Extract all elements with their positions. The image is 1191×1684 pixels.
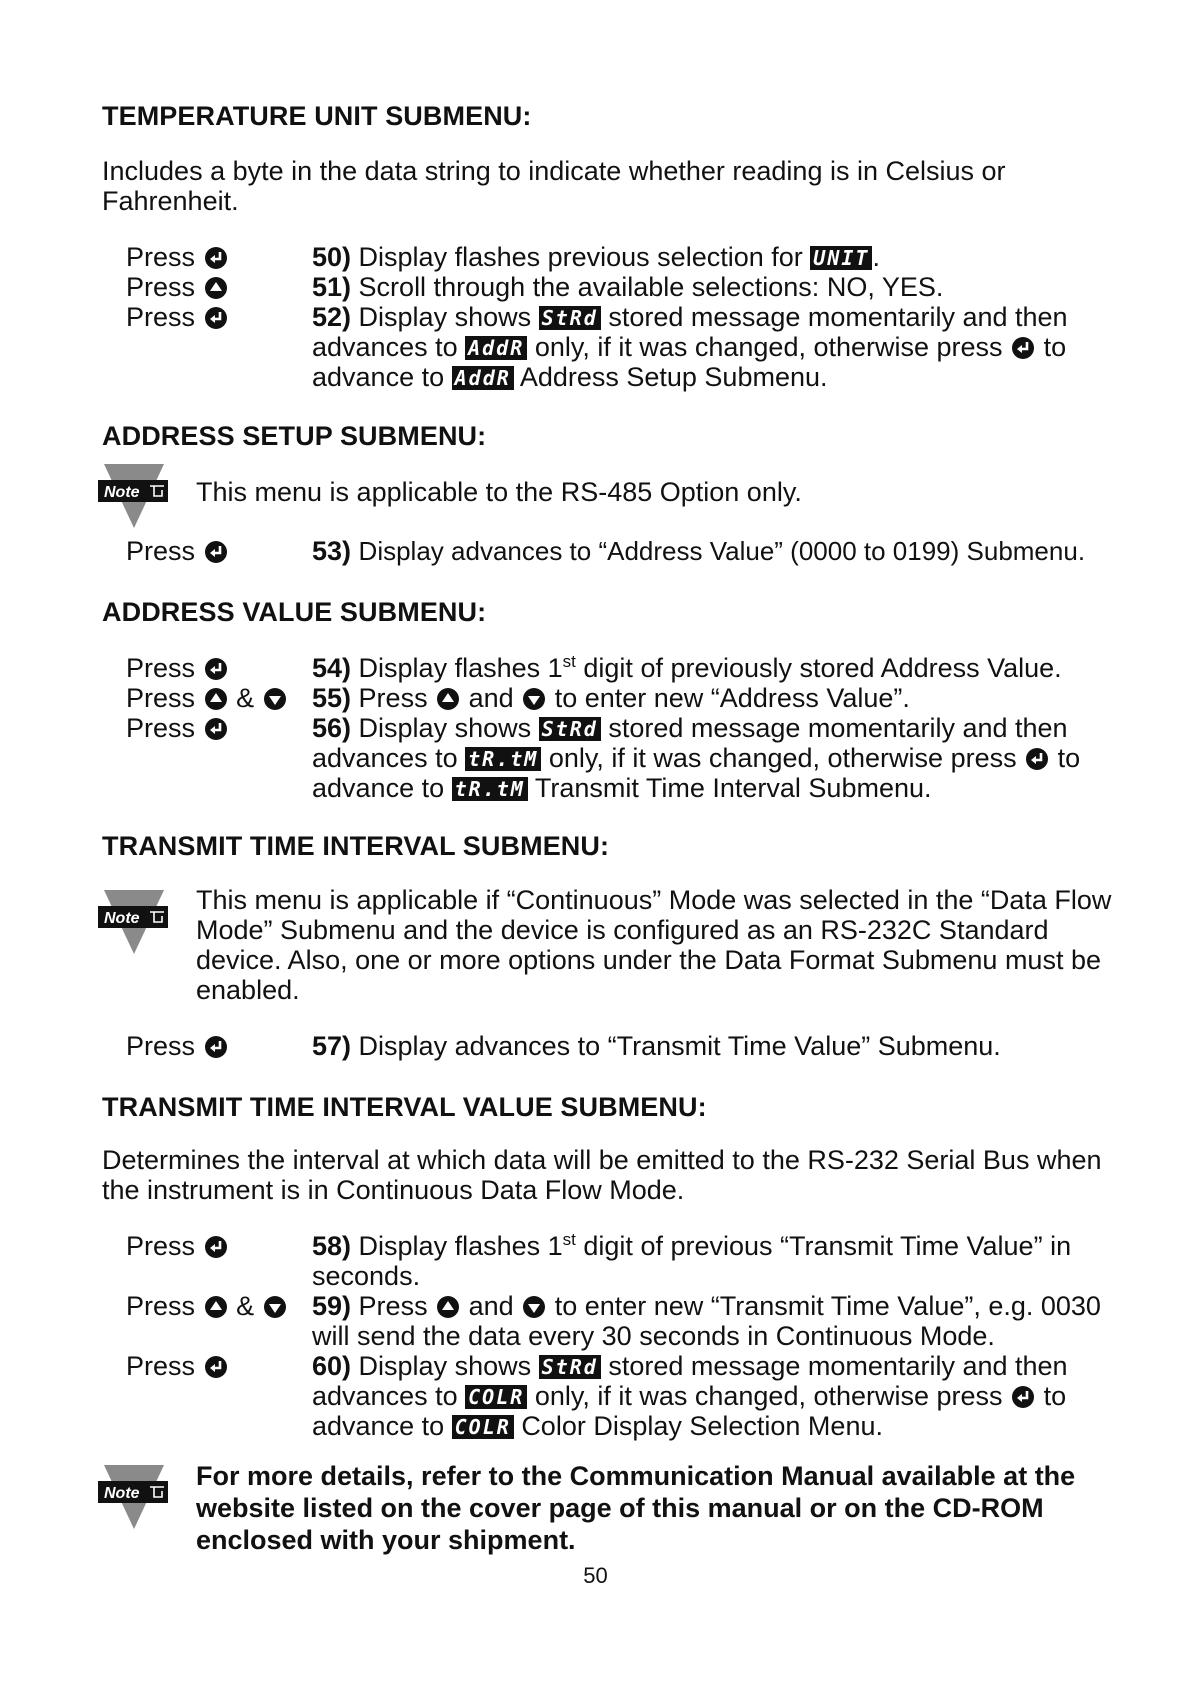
temperature-unit-intro: Includes a byte in the data string to indicate whether reading is in Celsius or Fahrenheit. xyxy=(102,156,1006,216)
svg-text:Note: Note xyxy=(104,910,140,927)
step-text: advance to xyxy=(312,773,445,803)
step-text: only, if it was changed, otherwise press xyxy=(548,743,1017,773)
step-text: stored message momentarily and then xyxy=(608,713,1068,743)
step-number: 57) xyxy=(312,1031,352,1061)
heading-transmit-time-interval: TRANSMIT TIME INTERVAL SUBMENU: xyxy=(102,831,610,861)
press-label: Press xyxy=(126,1351,196,1381)
press-label: Press xyxy=(126,1031,196,1061)
down-button-icon xyxy=(264,1296,286,1318)
step-text: to xyxy=(1043,1381,1067,1411)
step-text: Press xyxy=(358,1291,428,1321)
enter-button-icon xyxy=(205,1236,227,1258)
step-text: Transmit Time Interval Submenu. xyxy=(534,773,932,803)
step-text: Color Display Selection Menu. xyxy=(521,1411,883,1441)
step-text: only, if it was changed, otherwise press xyxy=(534,332,1003,362)
up-button-icon xyxy=(205,688,227,710)
step-number: 51) xyxy=(312,272,352,302)
step-text: to enter new “Transmit Time Value”, e.g. 0030 will send the data every 30 seconds in Continuous Mode. xyxy=(312,1291,1101,1351)
press-label: Press xyxy=(126,1231,196,1261)
enter-button-icon xyxy=(205,247,227,269)
enter-button-icon xyxy=(1012,337,1034,359)
up-button-icon xyxy=(205,277,227,299)
step-text: digit of previously stored Address Value. xyxy=(583,653,1062,683)
enter-button-icon xyxy=(205,718,227,740)
press-label: Press xyxy=(126,272,196,302)
step-number: 59) xyxy=(312,1291,352,1321)
down-button-icon xyxy=(523,688,545,710)
step-text: Scroll through the available selections: NO, YES. xyxy=(358,272,944,302)
step-text: Press xyxy=(358,683,428,713)
press-label: Press xyxy=(126,653,196,683)
note-icon xyxy=(98,1463,170,1531)
ampersand: & xyxy=(236,1291,255,1321)
lcd-trtm: tR.tM xyxy=(465,747,541,771)
step-text: advances to xyxy=(312,1381,458,1411)
step-text: advances to xyxy=(312,743,458,773)
step-text: to xyxy=(1043,332,1067,362)
press-label: Press xyxy=(126,1291,196,1321)
enter-button-icon xyxy=(205,541,227,563)
step-text: Display flashes 1 xyxy=(358,1231,563,1261)
page-number: 50 xyxy=(583,1563,608,1588)
transmit-value-intro: Determines the interval at which data will be emitted to the RS-232 Serial Bus when the instrument is in Continuous Data Flow Mode. xyxy=(102,1145,1102,1205)
step-number: 60) xyxy=(312,1351,352,1381)
down-button-icon xyxy=(264,688,286,710)
note-text: This menu is applicable if “Continuous” Mode was selected in the “Data Flow Mode” Submenu and the device is configured as an RS-232C Standard device. Also, one or more options under the Data Format Submenu must be enabled. xyxy=(196,885,1112,1005)
step-text: to enter new “Address Value”. xyxy=(554,683,910,713)
step-number: 54) xyxy=(312,653,352,683)
lcd-addr: AddR xyxy=(452,366,514,390)
lcd-strd: StRd xyxy=(539,1355,601,1379)
step-text: Address Setup Submenu. xyxy=(519,362,828,392)
superscript: st xyxy=(562,652,576,671)
step-text: advance to xyxy=(312,362,445,392)
lcd-unit: UNIT xyxy=(810,246,872,270)
note-text: This menu is applicable to the RS-485 Option only. xyxy=(196,477,802,507)
step-number: 58) xyxy=(312,1231,352,1261)
lcd-strd: StRd xyxy=(539,306,601,330)
press-label: Press xyxy=(126,302,196,332)
note-icon xyxy=(98,888,170,956)
enter-button-icon xyxy=(1026,748,1048,770)
step-text: to xyxy=(1057,743,1081,773)
note-icon xyxy=(98,462,170,530)
enter-button-icon xyxy=(205,658,227,680)
step-text: advance to xyxy=(312,1411,445,1441)
step-text: and xyxy=(468,1291,514,1321)
ampersand: & xyxy=(236,683,255,713)
step-number: 55) xyxy=(312,683,352,713)
svg-text:Note: Note xyxy=(104,1485,140,1502)
step-text: only, if it was changed, otherwise press xyxy=(534,1381,1003,1411)
step-text: advances to xyxy=(312,332,458,362)
up-button-icon xyxy=(205,1296,227,1318)
superscript: st xyxy=(562,1230,576,1249)
lcd-colr: COLR xyxy=(452,1415,514,1439)
step-text: Display shows xyxy=(358,1351,532,1381)
enter-button-icon xyxy=(205,1356,227,1378)
enter-button-icon xyxy=(1012,1386,1034,1408)
step-text: stored message momentarily and then xyxy=(608,302,1068,332)
note-text: For more details, refer to the Communication Manual available at the website listed on the cover page of this manual or on the CD-ROM enclosed with your shipment. xyxy=(196,1461,1076,1555)
step-number: 52) xyxy=(312,302,352,332)
step-text: Display flashes 1 xyxy=(358,653,563,683)
svg-text:Note: Note xyxy=(104,484,140,501)
period: . xyxy=(872,242,880,272)
press-label: Press xyxy=(126,536,196,566)
step-number: 56) xyxy=(312,713,352,743)
step-text: Display shows xyxy=(358,713,532,743)
lcd-trtm: tR.tM xyxy=(452,777,528,801)
step-text: stored message momentarily and then xyxy=(608,1351,1068,1381)
step-text: digit of previous “Transmit Time Value” in seconds. xyxy=(312,1231,1072,1291)
heading-temperature-unit: TEMPERATURE UNIT SUBMENU: xyxy=(102,101,532,131)
up-button-icon xyxy=(437,1296,459,1318)
step-text: Display advances to “Transmit Time Value” Submenu. xyxy=(358,1031,1001,1061)
up-button-icon xyxy=(437,688,459,710)
press-label: Press xyxy=(126,242,196,272)
heading-address-setup: ADDRESS SETUP SUBMENU: xyxy=(102,421,487,451)
down-button-icon xyxy=(523,1296,545,1318)
step-text: Display advances to “Address Value” (0000 to 0199) Submenu. xyxy=(358,536,1086,566)
step-text: Display shows xyxy=(358,302,532,332)
lcd-colr: COLR xyxy=(465,1385,527,1409)
step-text: and xyxy=(468,683,514,713)
press-label: Press xyxy=(126,683,196,713)
step-number: 53) xyxy=(312,536,352,566)
lcd-addr: AddR xyxy=(465,336,527,360)
step-number: 50) xyxy=(312,242,352,272)
enter-button-icon xyxy=(205,307,227,329)
enter-button-icon xyxy=(205,1036,227,1058)
step-text: Display flashes previous selection for xyxy=(358,242,803,272)
heading-transmit-time-interval-value: TRANSMIT TIME INTERVAL VALUE SUBMENU: xyxy=(102,1092,707,1122)
heading-address-value: ADDRESS VALUE SUBMENU: xyxy=(102,597,487,627)
lcd-strd: StRd xyxy=(539,717,601,741)
press-label: Press xyxy=(126,713,196,743)
